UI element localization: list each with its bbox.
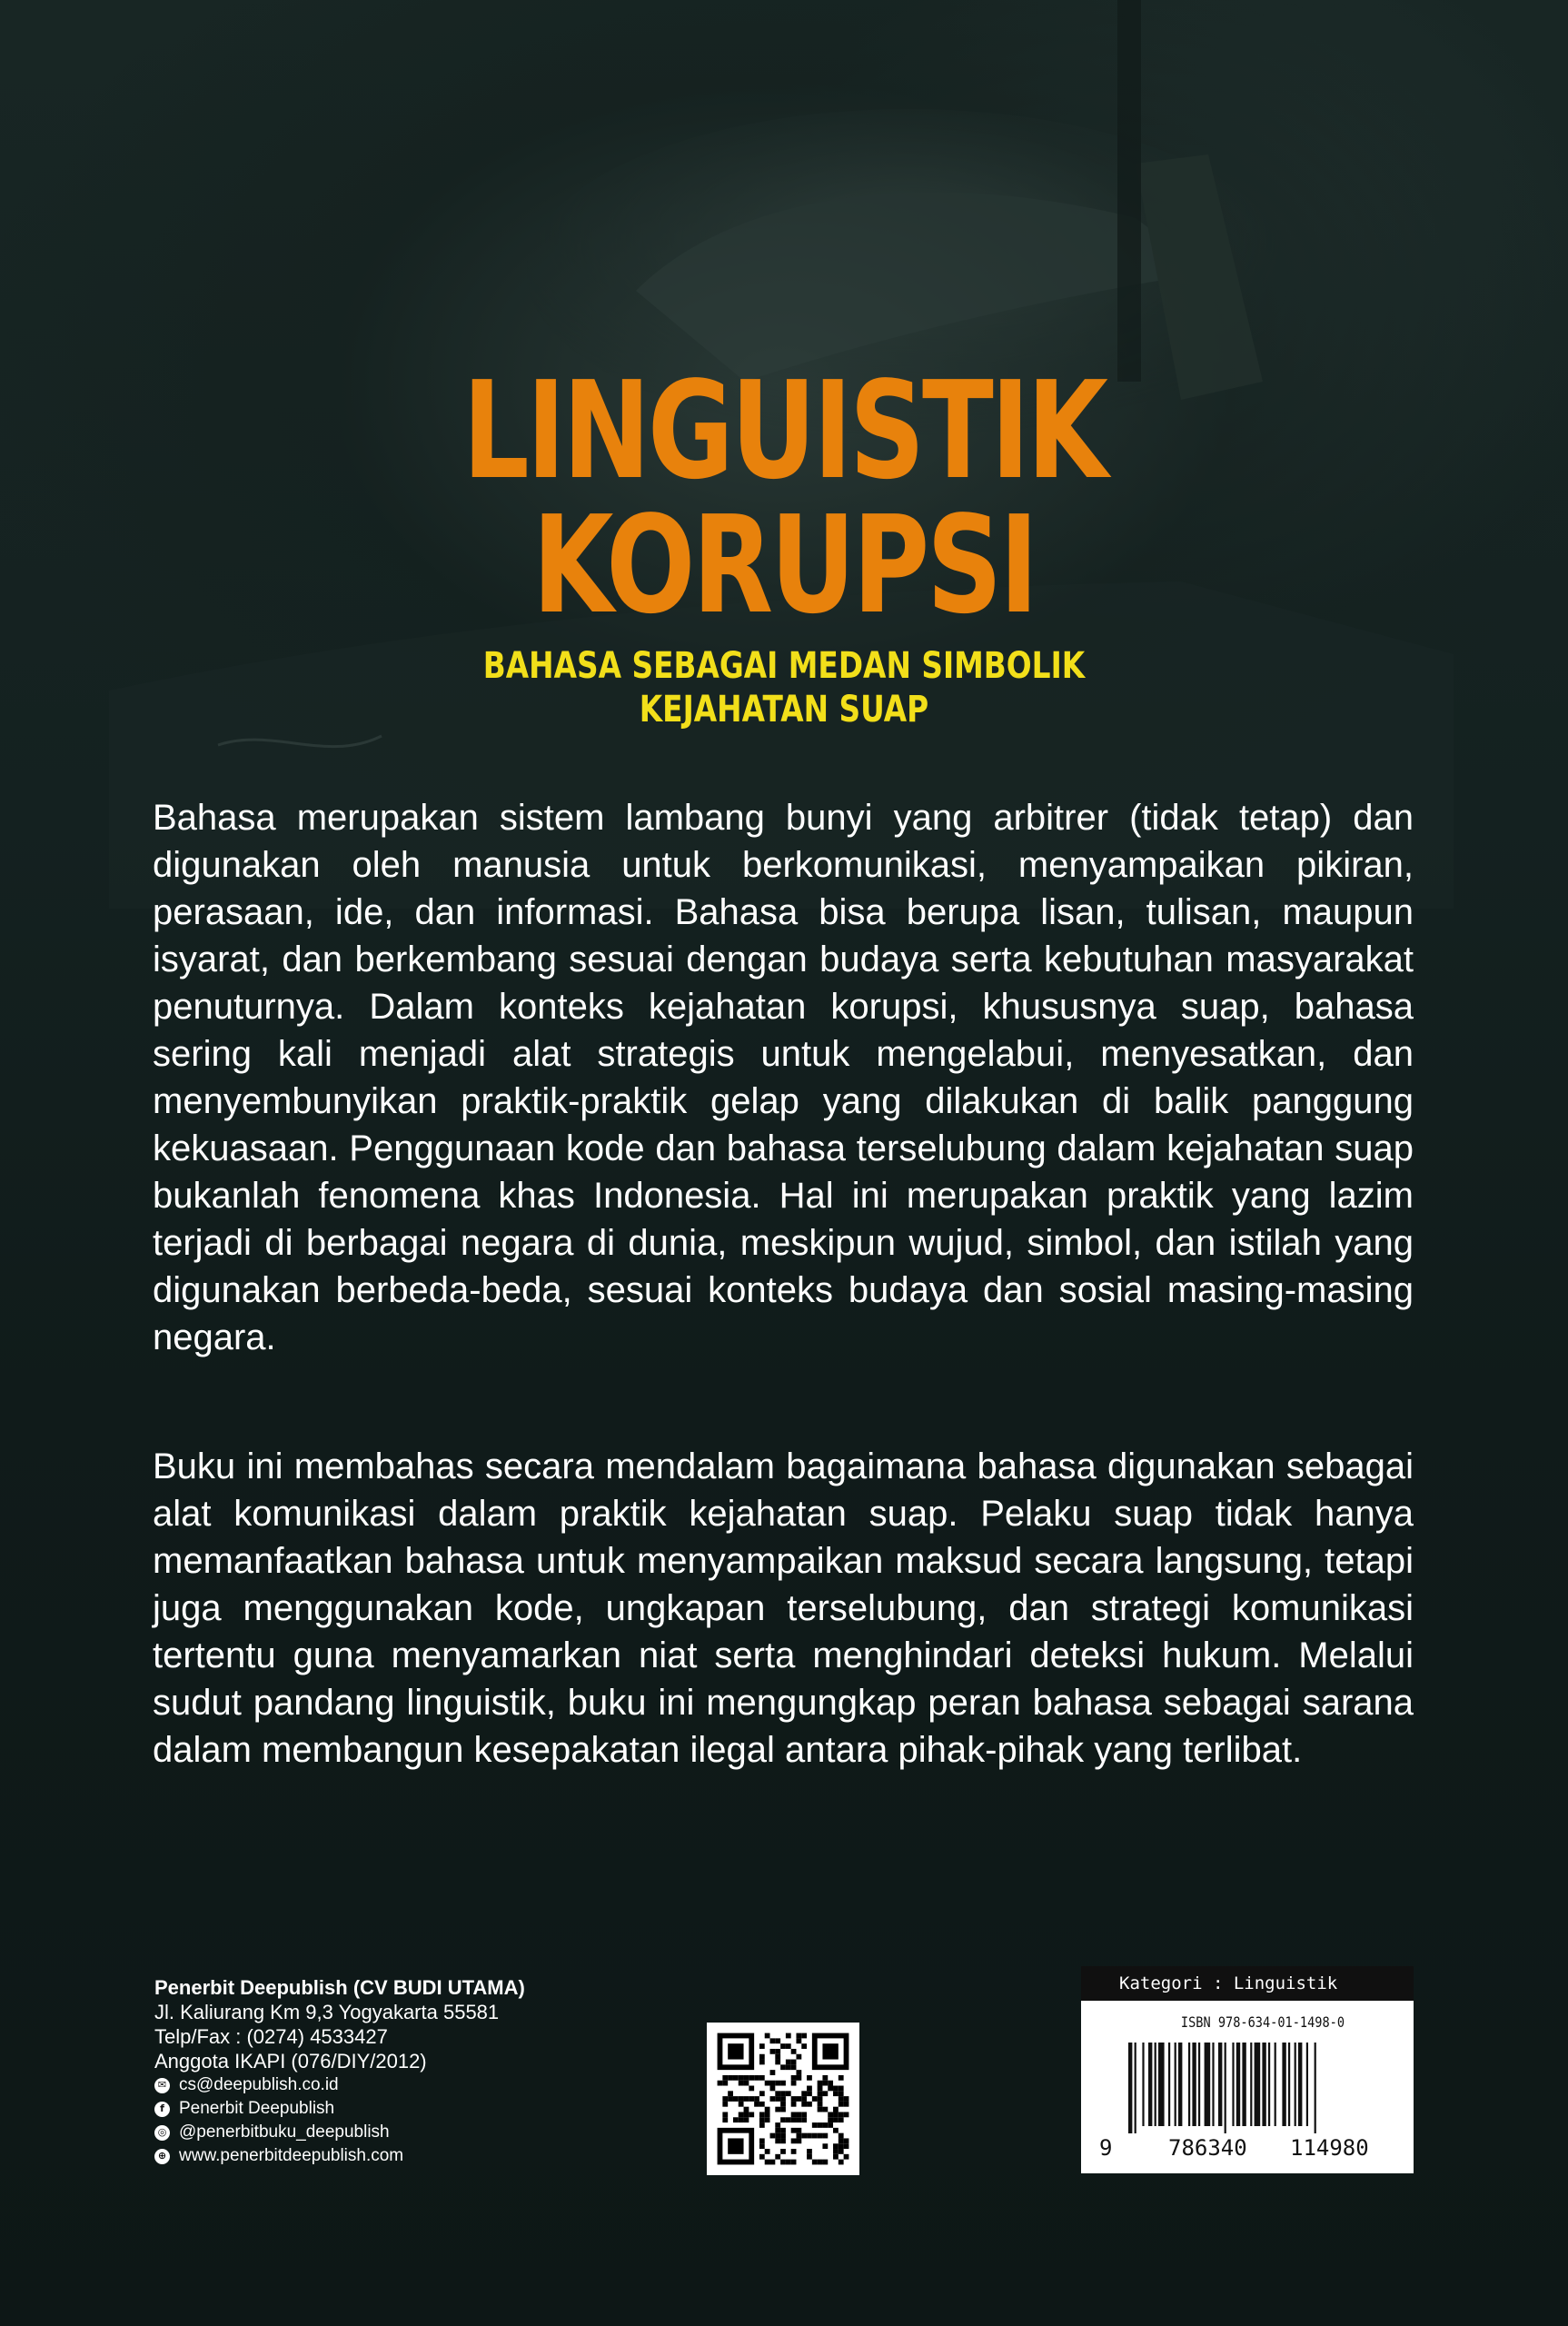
publisher-address: Jl. Kaliurang Km 9,3 Yogyakarta 55581 [154,2001,500,2023]
barcode-group-2: 114980 [1290,2135,1369,2161]
facebook-icon: f [154,2102,170,2117]
publisher-instagram: @penerbitbuku_deepublish [179,2122,390,2142]
isbn-barcode-block [1081,1966,1414,2173]
barcode-area [1081,2001,1414,2173]
instagram-icon: ◎ [154,2125,170,2141]
email-icon: ✉ [154,2078,170,2093]
qr-code [707,2023,859,2175]
publisher-ikapi: Anggota IKAPI (076/DIY/2012) [154,2050,427,2073]
isbn-text: ISBN 978-634-01-1498-0 [1180,2013,1345,2031]
category-label: Kategori : Linguistik [1081,1966,1414,2001]
book-subtitle-line-2: KEJAHATAN SUAP [639,689,929,731]
publisher-name: Penerbit Deepublish (CV BUDI UTAMA) [154,1976,525,1999]
book-title-line-1: LINGUISTIK [462,353,1106,509]
barcode-bars [1128,2043,1392,2133]
publisher-facebook: Penerbit Deepublish [179,2099,335,2118]
blurb-paragraph-2: Buku ini membahas secara mendalam bagaimana bahasa digunakan sebagai alat komunikasi dalam praktik kejahatan suap. Pelaku suap tidak hanya memanfaatkan bahasa untuk menyampaikan maksud secara langsung, tetapi juga menggunakan kode, ungkapan terselubung, dan strategi komunikasi tertentu guna menyamarkan niat serta menghindari deteksi hukum. Melalui sudut pandang linguistik, buku ini mengungkap peran bahasa sebagai sarana dalam membangun kesepakatan ilegal antara pihak-pihak yang terlibat. [153,1446,1414,1770]
globe-icon: ⊕ [154,2149,170,2164]
contact-website [154,2144,525,2168]
publisher-email: cs@deepublish.co.id [179,2075,339,2094]
blurb-paragraph-1: Bahasa merupakan sistem lambang bunyi yang arbitrer (tidak tetap) dan digunakan oleh manusia untuk berkomunikasi, menyampaikan pikiran, perasaan, ide, dan informasi. Bahasa bisa berupa lisan, tulisan, maupun isyarat, dan berkembang sesuai dengan budaya serta kebutuhan masyarakat penuturnya. Dalam konteks kejahatan korupsi, khususnya suap, bahasa sering kali menjadi alat strategis untuk mengelabui, menyesatkan, dan menyembunyikan praktik-praktik gelap yang dilakukan di balik panggung kekuasaan. Penggunaan kode dan bahasa terselubung dalam kejahatan suap bukanlah fenomena khas Indonesia. Hal ini merupakan praktik yang lazim terjadi di berbagai negara di dunia, meskipun wujud, simbol, dan istilah yang digunakan berbeda-beda, sesuai konteks budaya dan sosial masing-masing negara. [153,798,1414,1357]
publisher-website: www.penerbitdeepublish.com [179,2146,404,2165]
barcode-digit-first: 9 [1099,2135,1113,2161]
book-title-line-2: KORUPSI [532,487,1036,643]
contact-email [154,2073,525,2097]
book-subtitle-line-1: BAHASA SEBAGAI MEDAN SIMBOLIK [482,645,1086,687]
publisher-phone: Telp/Fax : (0274) 4533427 [154,2025,388,2048]
barcode-group-1: 786340 [1168,2135,1247,2161]
publisher-info [154,1975,525,2168]
contact-instagram [154,2121,525,2144]
contact-facebook [154,2097,525,2121]
